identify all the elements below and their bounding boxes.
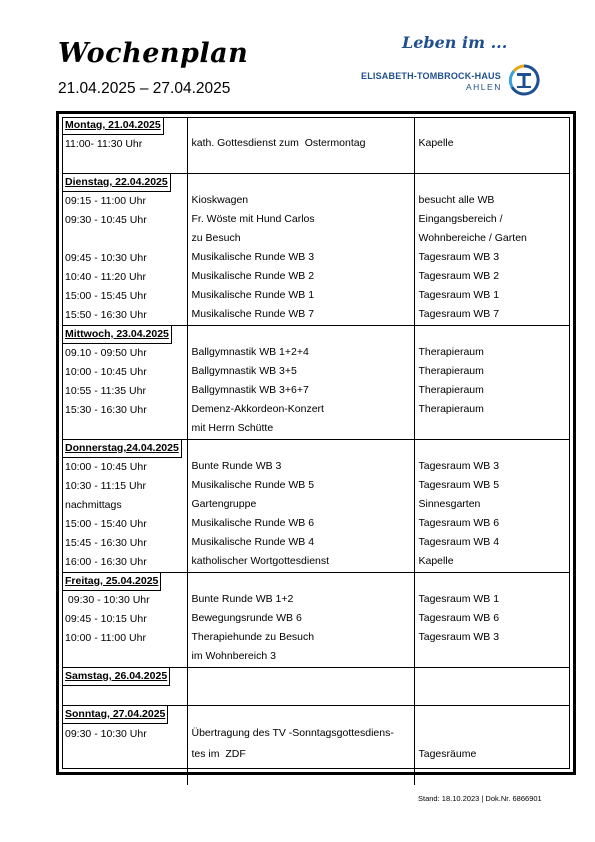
heading-spacer [415, 117, 571, 134]
time-text: 09:30 - 10:30 Uhr [65, 728, 147, 740]
blank-line [415, 685, 571, 704]
activity-column [187, 668, 414, 706]
heading-spacer [415, 668, 571, 685]
activity-text: Übertragung des TV -Sonntagsgottesdiens- [191, 727, 394, 739]
day-section [62, 326, 570, 440]
heading-spacer [188, 440, 414, 457]
activity-text: Bewegungsrunde WB 6 [191, 612, 302, 624]
day-section [62, 174, 570, 326]
location-text: Tagesraum WB 3 [418, 631, 500, 643]
location-text: Sinnesgarten [418, 498, 481, 510]
location-text: Kapelle [418, 137, 454, 149]
location-column [414, 573, 570, 668]
heading-spacer [415, 706, 571, 723]
organization-city: AHLEN [466, 82, 502, 92]
activity-text: Kioskwagen [191, 194, 249, 206]
location-text: Eingangsbereich / [418, 213, 503, 225]
time-text: 09:30 - 10:30 Uhr [65, 594, 150, 606]
blank-line [188, 153, 414, 172]
heading-spacer [415, 174, 571, 191]
activity-text: Musikalische Runde WB 7 [191, 308, 315, 320]
time-text [62, 745, 187, 766]
time-text: 10:00 - 10:45 Uhr [65, 366, 147, 378]
location-text: Tagesraum WB 1 [418, 289, 500, 301]
activity-text: Ballgymnastik WB 1+2+4 [191, 346, 309, 358]
page-title: Wochenplan [58, 38, 249, 69]
activity-text: Musikalische Runde WB 1 [191, 289, 315, 301]
activity-text: im Wohnbereich 3 [191, 650, 276, 662]
location-text: Therapieraum [418, 403, 484, 415]
location-text: Therapieraum [418, 365, 484, 377]
time-text: 09:45 - 10:30 Uhr [65, 252, 147, 264]
blank-line [415, 765, 571, 784]
activity-text: Ballgymnastik WB 3+5 [191, 365, 297, 377]
activity-text: kath. Gottesdienst zum Ostermontag [191, 137, 366, 149]
time-column [62, 573, 187, 668]
location-column [414, 440, 570, 573]
activity-text: Demenz-Akkordeon-Konzert [191, 403, 324, 415]
location-text [415, 723, 571, 744]
activity-column [187, 326, 414, 440]
day-heading: Mittwoch, 23.04.2025 [62, 326, 172, 344]
time-text: 11:00- 11:30 Uhr [65, 138, 143, 150]
location-text: Tagesraum WB 5 [418, 479, 500, 491]
activity-text: Fr. Wöste mit Hund Carlos [191, 213, 315, 225]
day-section [62, 440, 570, 573]
activity-text: Therapiehunde zu Besuch [191, 631, 315, 643]
activity-text: Musikalische Runde WB 2 [191, 270, 315, 282]
time-text: 09:30 - 10:45 Uhr [65, 214, 147, 226]
time-text: 10:40 - 11:20 Uhr [65, 271, 146, 283]
activity-text: Bunte Runde WB 3 [191, 460, 282, 472]
blank-line [415, 153, 571, 172]
time-text: 15:45 - 16:30 Uhr [65, 537, 147, 549]
day-heading: Montag, 21.04.2025 [62, 117, 164, 135]
day-heading: Samstag, 26.04.2025 [62, 668, 170, 686]
activity-column [187, 117, 414, 174]
time-text: 09:45 - 10:15 Uhr [65, 613, 147, 625]
time-text: 10:00 - 10:45 Uhr [65, 461, 147, 473]
time-column [62, 326, 187, 440]
location-text: Tagesraum WB 6 [418, 517, 500, 529]
time-text: 15:00 - 15:40 Uhr [65, 518, 147, 530]
location-column [414, 706, 570, 786]
activity-text: katholischer Wortgottesdienst [191, 555, 330, 567]
location-text: Tagesraum WB 3 [418, 251, 500, 263]
tombrock-haus-logo-icon [508, 64, 540, 96]
day-heading: Sonntag, 27.04.2025 [62, 706, 168, 724]
time-text [62, 648, 187, 667]
location-text: Therapieraum [418, 384, 484, 396]
time-column [62, 174, 187, 326]
location-text: Tagesraum WB 6 [418, 612, 500, 624]
heading-spacer [415, 326, 571, 343]
date-range: 21.04.2025 – 27.04.2025 [58, 80, 231, 97]
location-text [415, 647, 571, 666]
time-text: 15:50 - 16:30 Uhr [65, 309, 147, 321]
heading-spacer [188, 668, 414, 685]
time-text: 15:00 - 15:45 Uhr [65, 290, 147, 302]
day-heading: Freitag, 25.04.2025 [62, 573, 161, 591]
location-text: Tagesraum WB 3 [418, 460, 500, 472]
time-text: 10:00 - 11:00 Uhr [65, 632, 146, 644]
location-column [414, 174, 570, 326]
day-section [62, 573, 570, 668]
day-heading: Donnerstag,24.04.2025 [62, 440, 182, 458]
blank-line [62, 154, 187, 173]
weekly-schedule-table [62, 117, 570, 785]
day-section [62, 668, 570, 706]
activity-column [187, 573, 414, 668]
footer-stand: Stand: 18.10.2023 | Dok.Nr. 6866901 [418, 794, 542, 803]
activity-text: tes im ZDF [191, 748, 246, 760]
time-column [62, 117, 187, 174]
activity-text: Bunte Runde WB 1+2 [191, 593, 294, 605]
location-text: Tagesraum WB 2 [418, 270, 500, 282]
heading-spacer [188, 174, 414, 191]
activity-text: Musikalische Runde WB 3 [191, 251, 315, 263]
location-column [414, 326, 570, 440]
location-text: besucht alle WB [418, 194, 495, 206]
location-text: Tagesräume [418, 748, 477, 760]
time-column [62, 706, 187, 786]
slogan: Leben im ... [402, 33, 508, 52]
location-text: Tagesraum WB 4 [418, 536, 500, 548]
blank-line [188, 765, 414, 784]
location-text: Therapieraum [418, 346, 484, 358]
time-column [62, 440, 187, 573]
heading-spacer [188, 326, 414, 343]
activity-text: Gartengruppe [191, 498, 257, 510]
location-text [415, 419, 571, 438]
location-text: Wohnbereiche / Garten [418, 232, 527, 244]
heading-spacer [188, 573, 414, 590]
time-text [62, 420, 187, 439]
activity-column [187, 706, 414, 786]
blank-line [188, 685, 414, 704]
heading-spacer [188, 117, 414, 134]
location-column [414, 117, 570, 174]
organization-name: ELISABETH-TOMBROCK-HAUS [361, 71, 501, 81]
heading-spacer [415, 573, 571, 590]
location-text: Kapelle [418, 555, 454, 567]
day-section [62, 117, 570, 174]
activity-column [187, 174, 414, 326]
location-text: Tagesraum WB 1 [418, 593, 500, 605]
heading-spacer [415, 440, 571, 457]
day-section [62, 706, 570, 786]
time-text: 10:30 - 11:15 Uhr [65, 480, 146, 492]
time-text: 16:00 - 16:30 Uhr [65, 556, 147, 568]
activity-text: mit Herrn Schütte [191, 422, 274, 434]
time-text: 15:30 - 16:30 Uhr [65, 404, 147, 416]
time-text: 09.10 - 09:50 Uhr [65, 347, 147, 359]
day-heading: Dienstag, 22.04.2025 [62, 174, 171, 192]
activity-text: Musikalische Runde WB 4 [191, 536, 315, 548]
blank-line [62, 686, 187, 705]
activity-text: Musikalische Runde WB 5 [191, 479, 315, 491]
time-text [62, 230, 187, 249]
time-text: nachmittags [65, 499, 122, 511]
time-column [62, 668, 187, 706]
location-text: Tagesraum WB 7 [418, 308, 500, 320]
time-text: 10:55 - 11:35 Uhr [65, 385, 146, 397]
activity-text: zu Besuch [191, 232, 241, 244]
activity-text: Musikalische Runde WB 6 [191, 517, 315, 529]
blank-line [62, 766, 187, 785]
activity-text: Ballgymnastik WB 3+6+7 [191, 384, 309, 396]
activity-column [187, 440, 414, 573]
location-column [414, 668, 570, 706]
time-text: 09:15 - 11:00 Uhr [65, 195, 146, 207]
heading-spacer [188, 706, 414, 723]
